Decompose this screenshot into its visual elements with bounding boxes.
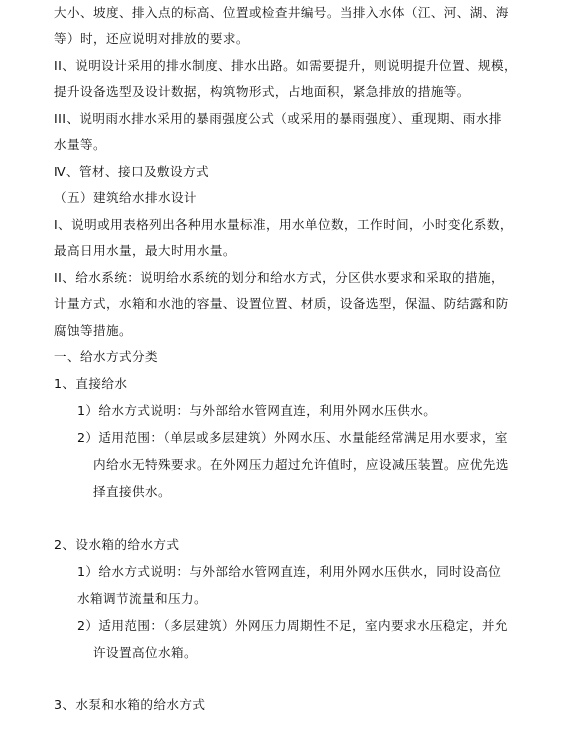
text-line: III、说明雨水排水采用的暴雨强度公式（或采用的暴雨强度）、重现期、雨水排 (54, 111, 502, 126)
subsection-heading: 3、水泵和水箱的给水方式 (54, 697, 206, 712)
text-line: II、给水系统：说明给水系统的划分和给水方式，分区供水要求和采取的措施， (54, 270, 505, 285)
text-line: 水量等。 (54, 137, 106, 152)
text-line: II、说明设计采用的排水制度、排水出路。如需要提升，则说明提升位置、规模， (54, 58, 518, 73)
list-item-continuation: 择直接供水。 (93, 484, 171, 499)
list-item: 1）给水方式说明：与外部给水管网直连，利用外网水压供水。 (77, 403, 437, 418)
section-heading: Ⅳ、管材、接口及敷设方式 (54, 164, 209, 179)
text-line: 计量方式，水箱和水池的容量、设置位置、材质，设备选型，保温、防结露和防 (54, 296, 509, 311)
subsection-heading: 2、设水箱的给水方式 (54, 537, 180, 552)
list-item-continuation: 内给水无特殊要求。在外网压力超过允许值时，应设减压装置。应优先选 (93, 457, 509, 472)
list-item-continuation: 许设置高位水箱。 (93, 645, 197, 660)
text-line: 腐蚀等措施。 (54, 323, 132, 338)
list-item: 2）适用范围：（单层或多层建筑）外网水压、水量能经常满足用水要求，室 (77, 430, 508, 445)
text-line: 等）时，还应说明对排放的要求。 (54, 31, 249, 46)
text-line: 大小、坡度、排入点的标高、位置或检查井编号。当排入水体（江、河、湖、海 (54, 5, 509, 20)
section-heading: （五）建筑给水排水设计 (54, 190, 197, 205)
list-item: 1）给水方式说明：与外部给水管网直连，利用外网水压供水，同时设高位 (77, 564, 502, 579)
list-item: 2）适用范围：（多层建筑）外网压力周期性不足，室内要求水压稳定，并允 (77, 618, 508, 633)
section-heading: 一、给水方式分类 (54, 349, 158, 364)
list-item-continuation: 水箱调节流量和压力。 (77, 591, 207, 606)
subsection-heading: 1、直接给水 (54, 376, 128, 391)
text-line: I、说明或用表格列出各种用水量标准，用水单位数，工作时间，小时变化系数， (54, 217, 513, 232)
text-line: 最高日用水量，最大时用水量。 (54, 243, 236, 258)
text-line: 提升设备选型及设计数据，构筑物形式，占地面积，紧急排放的措施等。 (54, 84, 470, 99)
